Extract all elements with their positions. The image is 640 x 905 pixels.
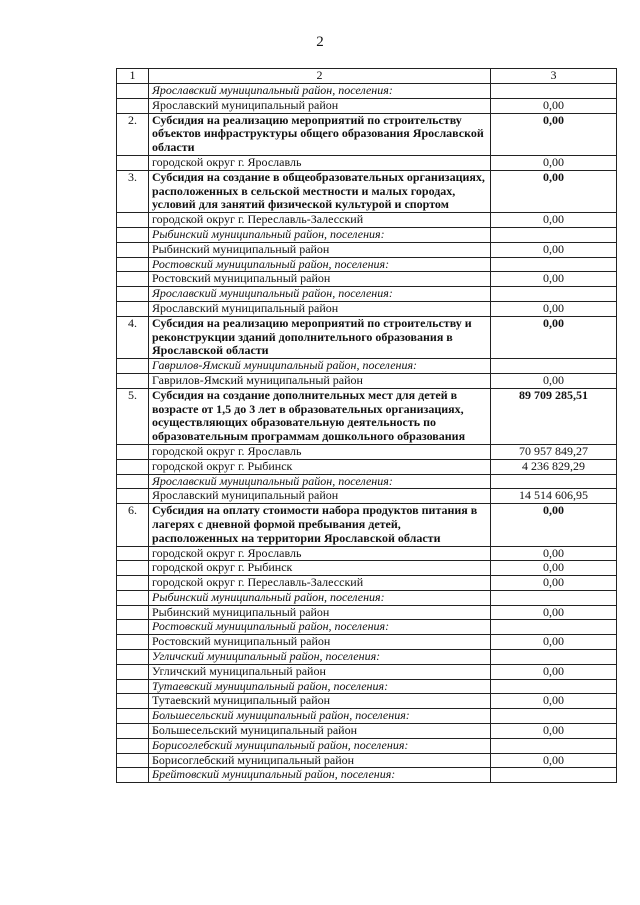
amount-cell: 0,00 (491, 694, 617, 709)
amount-cell: 0,00 (491, 155, 617, 170)
table-row (117, 242, 617, 257)
amount-cell: 0,00 (491, 605, 617, 620)
subsidy-title-row (117, 388, 617, 444)
amount-cell: 0,00 (491, 272, 617, 287)
table-row (117, 664, 617, 679)
row-number (117, 373, 149, 388)
recipient-name: Ярославский муниципальный район, поселения: (149, 84, 491, 99)
subsidy-name: Субсидия на создание в общеобразовательных организациях, расположенных в сельской местности и малых городах, условий для занятий физической культурой и спортом (149, 170, 491, 212)
amount-cell: 0,00 (491, 98, 617, 113)
amount-cell: 0,00 (491, 301, 617, 316)
amount-cell: 0,00 (491, 664, 617, 679)
header-col-1: 1 (117, 69, 149, 84)
header-col-2: 2 (149, 69, 491, 84)
row-number (117, 738, 149, 753)
amount-cell (491, 738, 617, 753)
table-row (117, 301, 617, 316)
table-row (117, 605, 617, 620)
subsidy-name: Субсидия на создание дополнительных мест для детей в возрасте от 1,5 до 3 лет в образовательных организациях, осуществляющих образовательную деятельность по образовательным программам дошкольного образования (149, 388, 491, 444)
row-number (117, 444, 149, 459)
table-row (117, 679, 617, 694)
amount-cell: 0,00 (491, 504, 617, 546)
amount-cell: 0,00 (491, 213, 617, 228)
table-row (117, 694, 617, 709)
table-row (117, 98, 617, 113)
table-row (117, 213, 617, 228)
table-body (117, 84, 617, 783)
table-row (117, 373, 617, 388)
recipient-name: Рыбинский муниципальный район, поселения: (149, 590, 491, 605)
recipient-name: Ростовский муниципальный район (149, 272, 491, 287)
row-number (117, 489, 149, 504)
recipient-name: Ярославский муниципальный район, поселения: (149, 474, 491, 489)
table-row (117, 287, 617, 302)
row-number (117, 664, 149, 679)
row-number (117, 359, 149, 374)
recipient-name: Гаврилов-Ямский муниципальный район (149, 373, 491, 388)
row-number (117, 650, 149, 665)
table-row (117, 650, 617, 665)
recipient-name: Ростовский муниципальный район, поселения: (149, 257, 491, 272)
table-row (117, 590, 617, 605)
recipient-name: Ярославский муниципальный район, поселения: (149, 287, 491, 302)
row-number (117, 679, 149, 694)
amount-cell: 0,00 (491, 635, 617, 650)
subsidy-title-row (117, 113, 617, 155)
row-number (117, 84, 149, 99)
amount-cell: 0,00 (491, 561, 617, 576)
row-number (117, 287, 149, 302)
row-number: 6. (117, 504, 149, 546)
recipient-name: Рыбинский муниципальный район (149, 242, 491, 257)
recipient-name: городской округ г. Ярославль (149, 546, 491, 561)
recipient-name: Борисоглебский муниципальный район, поселения: (149, 738, 491, 753)
amount-cell: 0,00 (491, 373, 617, 388)
subsidy-title-row (117, 170, 617, 212)
amount-cell: 0,00 (491, 546, 617, 561)
recipient-name: Угличский муниципальный район, поселения: (149, 650, 491, 665)
row-number (117, 98, 149, 113)
recipient-name: городской округ г. Рыбинск (149, 459, 491, 474)
table-row (117, 84, 617, 99)
table-row (117, 709, 617, 724)
amount-cell: 0,00 (491, 753, 617, 768)
amount-cell (491, 84, 617, 99)
recipient-name: Рыбинский муниципальный район, поселения: (149, 227, 491, 242)
amount-cell (491, 650, 617, 665)
table-row (117, 489, 617, 504)
row-number (117, 257, 149, 272)
row-number (117, 155, 149, 170)
row-number (117, 242, 149, 257)
recipient-name: Ростовский муниципальный район, поселения: (149, 620, 491, 635)
header-col-3: 3 (491, 69, 617, 84)
row-number (117, 753, 149, 768)
row-number (117, 474, 149, 489)
row-number: 2. (117, 113, 149, 155)
table-row (117, 459, 617, 474)
recipient-name: Брейтовский муниципальный район, поселения: (149, 768, 491, 783)
table-row (117, 359, 617, 374)
table-row (117, 561, 617, 576)
table-row (117, 576, 617, 591)
table-header-row (117, 69, 617, 84)
row-number (117, 213, 149, 228)
recipient-name: городской округ г. Ярославль (149, 155, 491, 170)
row-number (117, 709, 149, 724)
amount-cell (491, 620, 617, 635)
table-row (117, 738, 617, 753)
row-number (117, 301, 149, 316)
amount-cell (491, 287, 617, 302)
recipient-name: городской округ г. Переславль-Залесский (149, 576, 491, 591)
amount-cell: 0,00 (491, 576, 617, 591)
table-row (117, 635, 617, 650)
amount-cell: 0,00 (491, 316, 617, 358)
recipient-name: городской округ г. Переславль-Залесский (149, 213, 491, 228)
amount-cell: 0,00 (491, 170, 617, 212)
amount-cell: 0,00 (491, 242, 617, 257)
row-number (117, 227, 149, 242)
recipient-name: Тутаевский муниципальный район, поселения: (149, 679, 491, 694)
amount-cell (491, 227, 617, 242)
table-row (117, 257, 617, 272)
row-number (117, 635, 149, 650)
amount-cell (491, 709, 617, 724)
amount-cell: 4 236 829,29 (491, 459, 617, 474)
amount-cell: 14 514 606,95 (491, 489, 617, 504)
recipient-name: Большесельский муниципальный район, поселения: (149, 709, 491, 724)
table-row (117, 546, 617, 561)
row-number (117, 561, 149, 576)
table-row (117, 768, 617, 783)
row-number (117, 590, 149, 605)
row-number (117, 694, 149, 709)
recipient-name: Ярославский муниципальный район (149, 301, 491, 316)
amount-cell (491, 768, 617, 783)
recipient-name: Большесельский муниципальный район (149, 724, 491, 739)
subsidy-name: Субсидия на реализацию мероприятий по строительству объектов инфраструктуры общего образования Ярославской области (149, 113, 491, 155)
row-number (117, 459, 149, 474)
table-row (117, 620, 617, 635)
row-number (117, 605, 149, 620)
table-row (117, 227, 617, 242)
amount-cell: 89 709 285,51 (491, 388, 617, 444)
subsidy-distribution-table (116, 68, 617, 783)
table-row (117, 444, 617, 459)
table-row (117, 155, 617, 170)
page-number: 2 (316, 34, 324, 50)
row-number (117, 576, 149, 591)
recipient-name: Гаврилов-Ямский муниципальный район, поселения: (149, 359, 491, 374)
row-number (117, 272, 149, 287)
amount-cell (491, 679, 617, 694)
table-row (117, 474, 617, 489)
recipient-name: городской округ г. Рыбинск (149, 561, 491, 576)
recipient-name: Ярославский муниципальный район (149, 489, 491, 504)
row-number (117, 620, 149, 635)
subsidy-title-row (117, 316, 617, 358)
recipient-name: городской округ г. Ярославль (149, 444, 491, 459)
subsidy-name: Субсидия на оплату стоимости набора продуктов питания в лагерях с дневной формой пребывания детей, расположенных на территории Ярославской области (149, 504, 491, 546)
table-row (117, 272, 617, 287)
row-number (117, 546, 149, 561)
row-number (117, 724, 149, 739)
row-number: 4. (117, 316, 149, 358)
recipient-name: Тутаевский муниципальный район (149, 694, 491, 709)
amount-cell (491, 474, 617, 489)
table-row (117, 753, 617, 768)
amount-cell (491, 590, 617, 605)
row-number: 5. (117, 388, 149, 444)
amount-cell (491, 359, 617, 374)
recipient-name: Рыбинский муниципальный район (149, 605, 491, 620)
subsidy-name: Субсидия на реализацию мероприятий по строительству и реконструкции зданий дополнительного образования в Ярославской области (149, 316, 491, 358)
amount-cell: 0,00 (491, 724, 617, 739)
amount-cell: 70 957 849,27 (491, 444, 617, 459)
amount-cell: 0,00 (491, 113, 617, 155)
amount-cell (491, 257, 617, 272)
recipient-name: Ярославский муниципальный район (149, 98, 491, 113)
row-number: 3. (117, 170, 149, 212)
recipient-name: Борисоглебский муниципальный район (149, 753, 491, 768)
subsidy-title-row (117, 504, 617, 546)
recipient-name: Угличский муниципальный район (149, 664, 491, 679)
row-number (117, 768, 149, 783)
recipient-name: Ростовский муниципальный район (149, 635, 491, 650)
table-row (117, 724, 617, 739)
